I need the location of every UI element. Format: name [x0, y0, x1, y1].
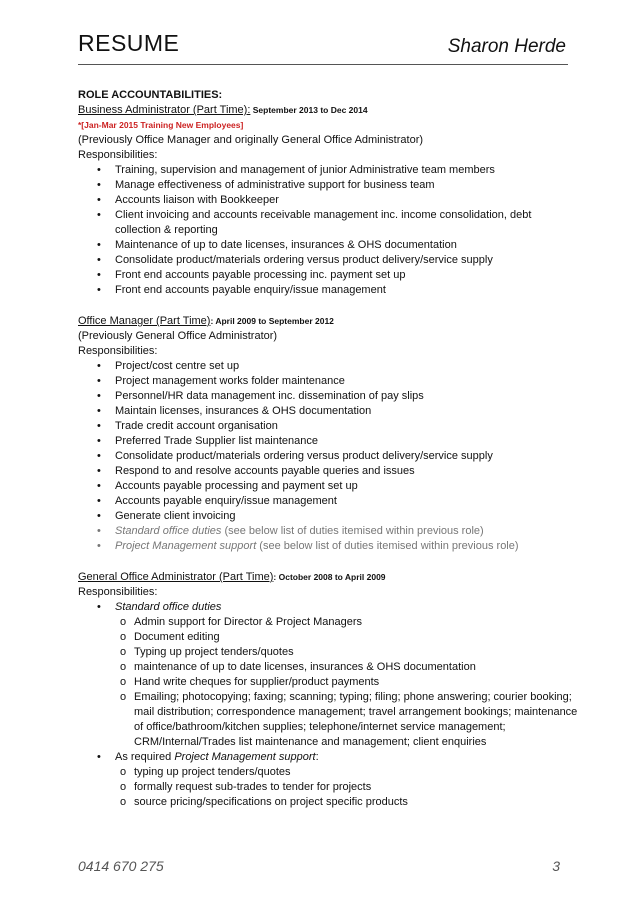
bullet-icon: • [97, 269, 101, 281]
list-item [78, 359, 578, 374]
person-name: Sharon Herde [447, 36, 566, 57]
list-item-text: Accounts payable enquiry/issue management [115, 495, 337, 507]
role-office-manager [78, 314, 578, 329]
list-item [78, 479, 578, 494]
list-item [78, 238, 578, 253]
list-item-text: Manage effectiveness of administrative support for business team [115, 179, 435, 191]
list-item-emphasis: Project Management support [115, 540, 257, 552]
list-item-text: Maintain licenses, insurances & OHS documentation [115, 405, 372, 417]
footer-phone: 0414 670 275 [78, 858, 164, 874]
list-item-text: Emailing; photocopying; faxing; scanning; typing; filing; phone answering; courier booking; mail distribution; correspondence management; travel arrangement bookings; maintenance of office/bathroom/kitchen supplies; telephone/internet service management; CRM/Internal/Trades list maintenance and management; client enquiries [134, 691, 578, 748]
responsibilities-label: Responsibilities: [78, 586, 158, 598]
circle-bullet-icon: o [120, 616, 127, 628]
previously-note: (Previously Office Manager and originally General Office Administrator) [78, 134, 424, 146]
responsibilities-label: Responsibilities: [78, 345, 158, 357]
list-item-text: Maintenance of up to date licenses, insurances & OHS documentation [115, 239, 457, 251]
list-item [78, 539, 578, 554]
role-title: Business Administrator (Part Time): [78, 104, 251, 116]
bullet-icon: • [97, 254, 101, 266]
sub-list [78, 615, 578, 750]
list-item [78, 208, 578, 238]
page-number: 3 [552, 858, 560, 874]
list-item-text: Consolidate product/materials ordering versus product delivery/service supply [115, 254, 493, 266]
list-item-text: Accounts payable processing and payment set up [115, 480, 358, 492]
list-item-text: Project management works folder maintenance [115, 375, 345, 387]
responsibilities-list [78, 750, 578, 765]
list-item [78, 178, 578, 193]
list-item [78, 750, 578, 765]
bullet-icon: • [97, 375, 101, 387]
list-item-text: Preferred Trade Supplier list maintenance [115, 435, 318, 447]
group-label: Project Management support [174, 751, 316, 763]
list-item-text: Trade credit account organisation [115, 420, 278, 432]
list-item [78, 253, 578, 268]
list-item-text: Respond to and resolve accounts payable queries and issues [115, 465, 415, 477]
list-item [78, 283, 578, 298]
bullet-icon: • [97, 164, 101, 176]
circle-bullet-icon: o [120, 766, 127, 778]
list-item-text: Project/cost centre set up [115, 360, 240, 372]
list-item [78, 600, 578, 615]
responsibilities-list [78, 359, 578, 554]
list-item [78, 449, 578, 464]
resume-header [78, 30, 568, 65]
list-item-text: Typing up project tenders/quotes [134, 646, 294, 658]
role-title: Office Manager (Part Time) [78, 315, 211, 327]
bullet-icon: • [97, 495, 101, 507]
list-item-text: Consolidate product/materials ordering versus product delivery/service supply [115, 450, 493, 462]
list-item-emphasis: Standard office duties [115, 525, 222, 537]
previously-note: (Previously General Office Administrator) [78, 330, 278, 342]
role-title: General Office Administrator (Part Time) [78, 571, 274, 583]
role-dates: : October 2008 to April 2009 [273, 572, 386, 582]
list-item-text: (see below list of duties itemised within previous role) [221, 525, 484, 537]
bullet-icon: • [97, 450, 101, 462]
bullet-icon: • [97, 525, 101, 537]
bullet-icon: • [97, 405, 101, 417]
resume-title: RESUME [78, 30, 180, 56]
bullet-icon: • [97, 751, 101, 763]
list-item-text: Admin support for Director & Project Managers [134, 616, 363, 628]
list-item-text: typing up project tenders/quotes [134, 766, 291, 778]
sub-list-item [78, 660, 578, 675]
bullet-icon: • [97, 601, 101, 613]
group-label: Standard office duties [115, 601, 222, 613]
list-item [78, 163, 578, 178]
circle-bullet-icon: o [120, 796, 127, 808]
bullet-icon: • [97, 465, 101, 477]
list-item-text: Client invoicing and accounts receivable management inc. income consolidation, debt collection & reporting [115, 209, 532, 236]
circle-bullet-icon: o [120, 691, 127, 703]
list-item-text: : [315, 751, 319, 763]
bullet-icon: • [97, 420, 101, 432]
bullet-icon: • [97, 360, 101, 372]
list-item-text: Hand write cheques for supplier/product payments [134, 676, 380, 688]
spacer [78, 554, 578, 570]
role-dates: : April 2009 to September 2012 [210, 316, 334, 326]
list-item-text: Front end accounts payable processing inc. payment set up [115, 269, 406, 281]
circle-bullet-icon: o [120, 676, 127, 688]
responsibilities-list [78, 600, 578, 615]
list-item-text: As required [115, 751, 175, 763]
sub-list-item [78, 645, 578, 660]
resume-content [78, 88, 578, 810]
list-item-text: Front end accounts payable enquiry/issue management [115, 284, 386, 296]
page-footer [78, 858, 560, 874]
section-title: ROLE ACCOUNTABILITIES: [78, 89, 223, 101]
list-item-text: Document editing [134, 631, 220, 643]
list-item [78, 193, 578, 208]
sub-list-item [78, 675, 578, 690]
circle-bullet-icon: o [120, 661, 127, 673]
list-item-text: maintenance of up to date licenses, insurances & OHS documentation [134, 661, 476, 673]
role-business-administrator [78, 103, 578, 118]
bullet-icon: • [97, 480, 101, 492]
list-item [78, 464, 578, 479]
spacer [78, 298, 578, 314]
sub-list-item [78, 690, 578, 750]
list-item-text: (see below list of duties itemised within previous role) [256, 540, 519, 552]
sub-list-item [78, 630, 578, 645]
responsibilities-label: Responsibilities: [78, 149, 158, 161]
sub-list [78, 765, 578, 810]
bullet-icon: • [97, 239, 101, 251]
list-item [78, 419, 578, 434]
list-item [78, 374, 578, 389]
sub-list-item [78, 795, 578, 810]
sub-list-item [78, 765, 578, 780]
sub-list-item [78, 615, 578, 630]
list-item-text: Generate client invoicing [115, 510, 236, 522]
responsibilities-list [78, 163, 578, 298]
circle-bullet-icon: o [120, 781, 127, 793]
list-item [78, 509, 578, 524]
list-item [78, 404, 578, 419]
list-item [78, 389, 578, 404]
list-item-text: Accounts liaison with Bookkeeper [115, 194, 279, 206]
list-item-text: Personnel/HR data management inc. dissemination of pay slips [115, 390, 424, 402]
bullet-icon: • [97, 435, 101, 447]
training-note: *[Jan-Mar 2015 Training New Employees] [78, 120, 244, 130]
list-item-text: formally request sub-trades to tender for projects [134, 781, 372, 793]
list-item [78, 524, 578, 539]
list-item [78, 434, 578, 449]
bullet-icon: • [97, 540, 101, 552]
bullet-icon: • [97, 179, 101, 191]
list-item [78, 494, 578, 509]
bullet-icon: • [97, 194, 101, 206]
sub-list-item [78, 780, 578, 795]
role-general-office-administrator [78, 570, 578, 585]
bullet-icon: • [97, 510, 101, 522]
bullet-icon: • [97, 284, 101, 296]
circle-bullet-icon: o [120, 631, 127, 643]
list-item [78, 268, 578, 283]
bullet-icon: • [97, 209, 101, 221]
circle-bullet-icon: o [120, 646, 127, 658]
list-item-text: Training, supervision and management of junior Administrative team members [115, 164, 495, 176]
bullet-icon: • [97, 390, 101, 402]
role-dates: September 2013 to Dec 2014 [250, 105, 368, 115]
list-item-text: source pricing/specifications on project specific products [134, 796, 408, 808]
